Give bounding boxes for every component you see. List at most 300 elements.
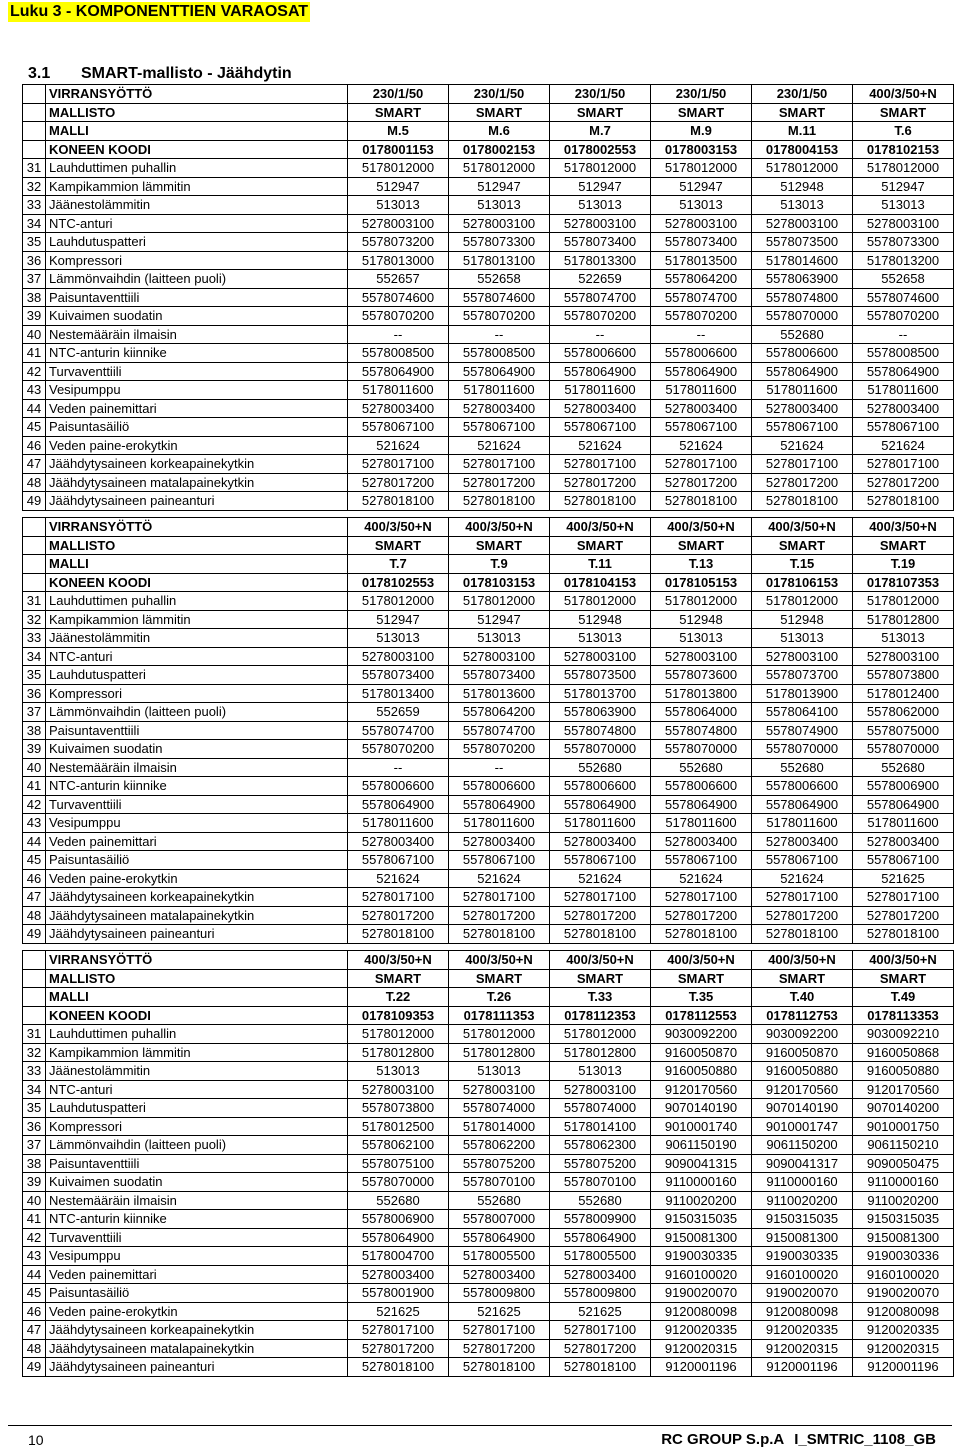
part-code: 5278017200 (348, 1339, 449, 1358)
footer-divider (8, 1425, 952, 1426)
header-label: KONEEN KOODI (46, 573, 348, 592)
part-name: NTC-anturin kiinnike (46, 777, 348, 796)
part-code: 5578070000 (348, 1173, 449, 1192)
part-number: 45 (23, 418, 46, 437)
table-row (23, 381, 954, 400)
part-code: 5578006900 (348, 1210, 449, 1229)
part-code: 5578062200 (449, 1136, 550, 1155)
part-code: 513013 (348, 1062, 449, 1081)
part-number: 41 (23, 777, 46, 796)
part-name: Jäähdytysaineen matalapainekytkin (46, 473, 348, 492)
part-name: Jäähdytysaineen paineanturi (46, 492, 348, 511)
header-value: M.5 (348, 122, 449, 141)
part-code: 5278017100 (752, 455, 853, 474)
part-code: 5278003400 (853, 399, 954, 418)
part-code: 9070140190 (651, 1099, 752, 1118)
header-label: VIRRANSYÖTTÖ (46, 85, 348, 104)
part-code: 5578073700 (752, 666, 853, 685)
header-value: SMART (449, 103, 550, 122)
parts-table-2 (22, 517, 954, 944)
part-name: Nestemääräin ilmaisin (46, 1191, 348, 1210)
part-code: 513013 (550, 196, 651, 215)
part-code: 9120080098 (853, 1302, 954, 1321)
header-value: 400/3/50+N (449, 518, 550, 537)
header-value: 0178102553 (348, 573, 449, 592)
part-code: 9120020315 (853, 1339, 954, 1358)
part-code: 5578064900 (651, 362, 752, 381)
part-code: 5278017100 (550, 888, 651, 907)
header-row (23, 518, 954, 537)
header-num-cell (23, 573, 46, 592)
part-code: 5278017200 (550, 906, 651, 925)
part-code: -- (853, 325, 954, 344)
part-code: 5578064900 (348, 795, 449, 814)
header-value: 400/3/50+N (853, 85, 954, 104)
part-number: 47 (23, 1321, 46, 1340)
part-code: 5578064200 (651, 270, 752, 289)
part-code: 521624 (550, 436, 651, 455)
header-value: 230/1/50 (651, 85, 752, 104)
part-code: 5278017100 (752, 888, 853, 907)
header-value: 0178104153 (550, 573, 651, 592)
part-code: 552680 (550, 758, 651, 777)
part-code: 5278018100 (449, 1358, 550, 1377)
table-row (23, 307, 954, 326)
part-code: 5178013700 (550, 684, 651, 703)
part-code: 5178014100 (550, 1117, 651, 1136)
section-heading (28, 64, 292, 84)
part-number: 37 (23, 703, 46, 722)
header-value: SMART (449, 536, 550, 555)
header-value: 0178112753 (752, 1006, 853, 1025)
part-code: 5178011600 (348, 381, 449, 400)
part-code: 5578070200 (449, 740, 550, 759)
part-name: Vesipumppu (46, 381, 348, 400)
table-row (23, 270, 954, 289)
part-code: 552680 (348, 1191, 449, 1210)
part-code: 5178011600 (449, 381, 550, 400)
part-code: 5578006600 (651, 777, 752, 796)
part-code: 5578067100 (449, 418, 550, 437)
part-code: 5578067100 (348, 851, 449, 870)
part-name: NTC-anturi (46, 214, 348, 233)
part-code: 5278003400 (348, 399, 449, 418)
part-name: Paisuntasäiliö (46, 851, 348, 870)
part-number: 46 (23, 869, 46, 888)
header-value: SMART (651, 536, 752, 555)
part-code: 5278003400 (348, 832, 449, 851)
part-name: Paisuntaventtiili (46, 288, 348, 307)
part-number: 45 (23, 1284, 46, 1303)
part-number: 39 (23, 307, 46, 326)
part-code: 5178012000 (651, 592, 752, 611)
part-code: 552680 (651, 758, 752, 777)
part-code: 5178011600 (550, 381, 651, 400)
header-row (23, 85, 954, 104)
part-code: 9150315035 (853, 1210, 954, 1229)
part-code: 513013 (449, 1062, 550, 1081)
part-code: 5578001900 (348, 1284, 449, 1303)
header-value: 400/3/50+N (348, 951, 449, 970)
part-code: 5578064900 (752, 795, 853, 814)
header-value: 400/3/50+N (853, 518, 954, 537)
part-code: -- (449, 325, 550, 344)
part-code: 9110020200 (752, 1191, 853, 1210)
part-code: 9120080098 (752, 1302, 853, 1321)
part-code: 5578009900 (550, 1210, 651, 1229)
part-code: 9061150190 (651, 1136, 752, 1155)
part-code: 9160050880 (651, 1062, 752, 1081)
part-code: 5178013500 (651, 251, 752, 270)
part-code: 5578067100 (651, 418, 752, 437)
parts-table-3 (22, 950, 954, 1377)
part-name: Nestemääräin ilmaisin (46, 325, 348, 344)
part-code: 5178012000 (651, 159, 752, 178)
table-row (23, 1099, 954, 1118)
table-row (23, 399, 954, 418)
part-number: 44 (23, 399, 46, 418)
part-code: 5578007000 (449, 1210, 550, 1229)
table-row (23, 814, 954, 833)
part-code: 9160100020 (752, 1265, 853, 1284)
part-code: 5578064900 (348, 1228, 449, 1247)
header-value: SMART (348, 103, 449, 122)
part-code: 9010001740 (651, 1117, 752, 1136)
part-number: 40 (23, 1191, 46, 1210)
part-code: 513013 (651, 629, 752, 648)
part-code: 5578064900 (348, 362, 449, 381)
header-value: 0178004153 (752, 140, 853, 159)
part-number: 49 (23, 925, 46, 944)
part-code: 552680 (449, 1191, 550, 1210)
header-value: SMART (752, 536, 853, 555)
part-code: 5178011600 (348, 814, 449, 833)
header-row (23, 988, 954, 1007)
part-code: 5178013000 (348, 251, 449, 270)
part-code: 552680 (550, 1191, 651, 1210)
part-number: 41 (23, 344, 46, 363)
header-value: 0178112353 (550, 1006, 651, 1025)
part-code: 5578006600 (550, 777, 651, 796)
part-code: 512947 (449, 610, 550, 629)
part-code: 5278017200 (752, 473, 853, 492)
part-code: 9160100020 (853, 1265, 954, 1284)
part-code: 5578073200 (348, 233, 449, 252)
part-number: 41 (23, 1210, 46, 1229)
part-code: 5278017100 (550, 455, 651, 474)
part-code: 9190030335 (752, 1247, 853, 1266)
header-value: 0178105153 (651, 573, 752, 592)
part-code: 5278017200 (651, 906, 752, 925)
table-row (23, 1358, 954, 1377)
part-number: 32 (23, 1043, 46, 1062)
part-code: 9110020200 (651, 1191, 752, 1210)
part-code: 512947 (348, 177, 449, 196)
header-value: SMART (853, 103, 954, 122)
part-code: 5278003400 (651, 832, 752, 851)
header-value: M.11 (752, 122, 853, 141)
part-number: 48 (23, 906, 46, 925)
part-code: 513013 (348, 629, 449, 648)
part-number: 35 (23, 233, 46, 252)
part-code: 5278017200 (449, 906, 550, 925)
table-row (23, 473, 954, 492)
header-value: 0178001153 (348, 140, 449, 159)
part-code: 5578064900 (651, 795, 752, 814)
part-code: 5578073600 (651, 666, 752, 685)
part-code: 5178012000 (348, 592, 449, 611)
part-code: 521624 (348, 436, 449, 455)
part-code: 5578070100 (449, 1173, 550, 1192)
document-code: I_SMTRIC_1108_GB (794, 1431, 936, 1448)
part-code: 5578074000 (449, 1099, 550, 1118)
part-code: 512947 (449, 177, 550, 196)
table-row (23, 177, 954, 196)
part-name: Jäähdytysaineen korkeapainekytkin (46, 455, 348, 474)
header-value: SMART (651, 969, 752, 988)
part-code: 512948 (651, 610, 752, 629)
table-row (23, 925, 954, 944)
part-code: 521624 (752, 436, 853, 455)
part-code: 5178012000 (853, 159, 954, 178)
part-code: 5178012000 (348, 1025, 449, 1044)
part-code: -- (348, 758, 449, 777)
part-code: 5578073500 (752, 233, 853, 252)
part-code: 5578067100 (449, 851, 550, 870)
part-code: 5278003400 (550, 399, 651, 418)
part-code: 9120020315 (752, 1339, 853, 1358)
header-value: SMART (752, 969, 853, 988)
part-name: Veden paine-erokytkin (46, 1302, 348, 1321)
part-name: Turvaventtiili (46, 362, 348, 381)
part-name: Paisuntaventtiili (46, 1154, 348, 1173)
header-value: 400/3/50+N (550, 518, 651, 537)
part-name: Kuivaimen suodatin (46, 1173, 348, 1192)
header-value: SMART (449, 969, 550, 988)
header-value: SMART (348, 536, 449, 555)
part-number: 34 (23, 647, 46, 666)
part-code: 9030092200 (651, 1025, 752, 1044)
part-name: Turvaventtiili (46, 795, 348, 814)
part-number: 47 (23, 455, 46, 474)
header-value: 400/3/50+N (853, 951, 954, 970)
part-code: 5578008500 (853, 344, 954, 363)
part-code: 5578070200 (348, 740, 449, 759)
part-code: 5278003400 (550, 1265, 651, 1284)
table-row (23, 159, 954, 178)
part-code: -- (550, 325, 651, 344)
part-name: Paisuntasäiliö (46, 1284, 348, 1303)
part-code: 5578074000 (550, 1099, 651, 1118)
table-row (23, 1062, 954, 1081)
part-name: Jäähdytysaineen korkeapainekytkin (46, 1321, 348, 1340)
part-code: 5278017200 (348, 906, 449, 925)
part-code: 5578070200 (651, 307, 752, 326)
table-row (23, 777, 954, 796)
part-code: 9120020335 (853, 1321, 954, 1340)
part-code: 5278003100 (348, 1080, 449, 1099)
header-label: MALLI (46, 555, 348, 574)
part-code: 5178012800 (550, 1043, 651, 1062)
table-row (23, 721, 954, 740)
table-row (23, 1284, 954, 1303)
part-code: 5278017100 (853, 888, 954, 907)
part-number: 37 (23, 270, 46, 289)
part-number: 44 (23, 832, 46, 851)
part-number: 46 (23, 436, 46, 455)
part-code: 5278017100 (348, 888, 449, 907)
part-code: 5278017100 (348, 1321, 449, 1340)
header-value: 400/3/50+N (550, 951, 651, 970)
header-value: 230/1/50 (752, 85, 853, 104)
part-code: 512947 (348, 610, 449, 629)
part-code: 5578073800 (853, 666, 954, 685)
part-number: 36 (23, 251, 46, 270)
part-number: 34 (23, 1080, 46, 1099)
part-code: 9090050475 (853, 1154, 954, 1173)
table-row (23, 196, 954, 215)
part-code: 5278018100 (550, 925, 651, 944)
header-value: 230/1/50 (348, 85, 449, 104)
part-code: 5278003400 (752, 832, 853, 851)
part-code: 5578073300 (853, 233, 954, 252)
part-code: 552680 (853, 758, 954, 777)
part-code: 5278003100 (651, 214, 752, 233)
part-code: 5178005500 (449, 1247, 550, 1266)
table-row (23, 1117, 954, 1136)
table-row (23, 1080, 954, 1099)
part-code: 5278003100 (449, 214, 550, 233)
part-name: Kampikammion lämmitin (46, 610, 348, 629)
header-value: 0178002553 (550, 140, 651, 159)
part-code: 5578008500 (449, 344, 550, 363)
header-row (23, 573, 954, 592)
part-code: 9061150210 (853, 1136, 954, 1155)
part-code: 5578070000 (752, 307, 853, 326)
table-row (23, 647, 954, 666)
part-number: 38 (23, 1154, 46, 1173)
part-number: 47 (23, 888, 46, 907)
part-number: 31 (23, 592, 46, 611)
part-code: 513013 (348, 196, 449, 215)
part-code: 521624 (449, 436, 550, 455)
part-name: Jäähdytysaineen paineanturi (46, 1358, 348, 1377)
part-code: 9120001196 (752, 1358, 853, 1377)
part-code: 5278003400 (449, 399, 550, 418)
header-value: T.19 (853, 555, 954, 574)
header-num-cell (23, 140, 46, 159)
table-row (23, 418, 954, 437)
part-code: 552659 (348, 703, 449, 722)
part-code: 5278017200 (348, 473, 449, 492)
part-code: 5178012000 (449, 159, 550, 178)
part-code: 5278003100 (449, 647, 550, 666)
header-value: T.26 (449, 988, 550, 1007)
part-code: 5578073800 (348, 1099, 449, 1118)
table-row (23, 1043, 954, 1062)
part-code: 9160100020 (651, 1265, 752, 1284)
part-name: Jäänestolämmitin (46, 1062, 348, 1081)
part-name: Kompressori (46, 684, 348, 703)
part-code: 5278003100 (550, 1080, 651, 1099)
part-code: 5578062300 (550, 1136, 651, 1155)
part-code: 5578070200 (348, 307, 449, 326)
part-code: 5178012000 (449, 592, 550, 611)
part-name: Lämmönvaihdin (laitteen puoli) (46, 270, 348, 289)
part-code: 5278017200 (651, 473, 752, 492)
table-row (23, 906, 954, 925)
header-value: 400/3/50+N (651, 951, 752, 970)
part-code: 5178013100 (449, 251, 550, 270)
header-label: MALLISTO (46, 969, 348, 988)
part-code: 5578070200 (853, 307, 954, 326)
part-code: 5578073300 (449, 233, 550, 252)
part-code: 9030092210 (853, 1025, 954, 1044)
part-code: 5578073400 (449, 666, 550, 685)
part-code: 5578075200 (550, 1154, 651, 1173)
header-label: MALLISTO (46, 536, 348, 555)
part-name: Veden painemittari (46, 1265, 348, 1284)
part-code: 552658 (853, 270, 954, 289)
part-code: 5578008500 (348, 344, 449, 363)
part-code: 5578073400 (348, 666, 449, 685)
part-code: 5278003100 (449, 1080, 550, 1099)
part-code: 9190020070 (651, 1284, 752, 1303)
part-code: 5278017200 (449, 473, 550, 492)
part-code: 5578009800 (550, 1284, 651, 1303)
part-code: 5278017100 (550, 1321, 651, 1340)
part-code: 5578067100 (348, 418, 449, 437)
table-row (23, 629, 954, 648)
header-value: T.9 (449, 555, 550, 574)
part-code: 5278003400 (752, 399, 853, 418)
part-code: 522659 (550, 270, 651, 289)
part-code: 5278003100 (651, 647, 752, 666)
header-row (23, 122, 954, 141)
header-value: T.7 (348, 555, 449, 574)
part-code: 5278003400 (651, 399, 752, 418)
header-num-cell (23, 122, 46, 141)
part-code: 5278018100 (449, 492, 550, 511)
part-code: 521625 (348, 1302, 449, 1321)
table-row (23, 288, 954, 307)
header-value: T.6 (853, 122, 954, 141)
header-value: SMART (348, 969, 449, 988)
part-code: 5278003100 (853, 647, 954, 666)
part-code: 5278017100 (853, 455, 954, 474)
part-code: 9150315035 (651, 1210, 752, 1229)
part-code: 5578006600 (651, 344, 752, 363)
part-code: 9110020200 (853, 1191, 954, 1210)
part-code: 9120001196 (651, 1358, 752, 1377)
part-code: 5278017200 (550, 1339, 651, 1358)
part-code: 5278003100 (752, 214, 853, 233)
header-row (23, 969, 954, 988)
table-row (23, 1321, 954, 1340)
part-code: 9110000160 (651, 1173, 752, 1192)
part-code: -- (651, 325, 752, 344)
part-number: 32 (23, 177, 46, 196)
table-row (23, 888, 954, 907)
part-number: 46 (23, 1302, 46, 1321)
header-label: KONEEN KOODI (46, 140, 348, 159)
header-value: 230/1/50 (550, 85, 651, 104)
part-code: 5578062100 (348, 1136, 449, 1155)
part-number: 32 (23, 610, 46, 629)
part-code: 5178012800 (853, 610, 954, 629)
part-code: 5178005500 (550, 1247, 651, 1266)
part-code: 513013 (550, 629, 651, 648)
